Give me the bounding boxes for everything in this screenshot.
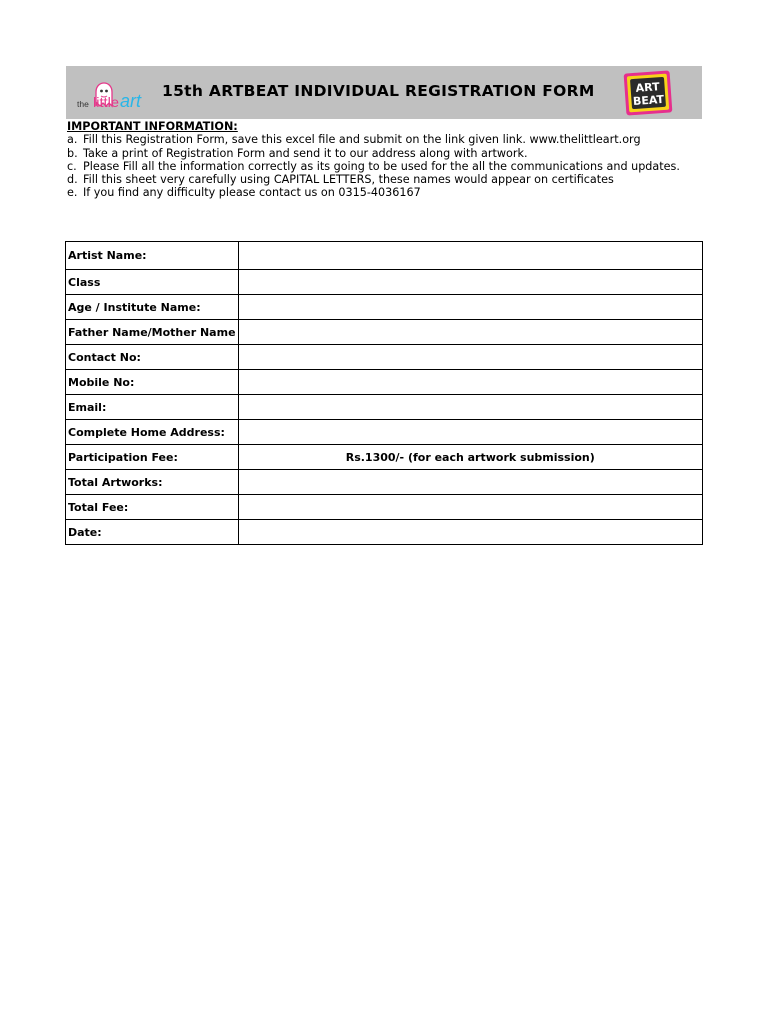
parent-name-label: Father Name/Mother Name [66,320,239,345]
info-item-letter: d. [67,173,78,187]
the-little-art-logo [76,70,156,114]
age-institute-field[interactable] [238,295,702,320]
mobile-no-field[interactable] [238,370,702,395]
info-item-letter: b. [67,146,78,160]
info-item-text: If you find any difficulty please contact us on 0315-4036167 [83,186,421,200]
logo-word-little: little [93,94,120,110]
info-item [67,186,703,199]
info-item [67,160,703,173]
total-fee-field[interactable] [238,495,702,520]
email-label: Email: [66,395,239,420]
artist-name-field[interactable] [238,242,702,270]
parent-name-field[interactable] [238,320,702,345]
form-row-class [66,270,703,295]
form-row-age-institute [66,295,703,320]
form-row-participation-fee [66,445,703,470]
form-row-home-address [66,420,703,445]
form-row-date [66,520,703,545]
info-item-letter: a. [67,133,78,147]
artbeat-logo-word-beat: BEAT [632,92,665,109]
info-item-text: Fill this sheet very carefully using CAPITAL LETTERS, these names would appear on certificates [83,173,614,187]
info-item [67,147,703,160]
form-title: 15th ARTBEAT INDIVIDUAL REGISTRATION FORM [162,82,595,100]
class-field[interactable] [238,270,702,295]
important-information [67,120,703,200]
info-item-letter: e. [67,186,78,200]
participation-fee-label: Participation Fee: [66,445,239,470]
logo-word-the: the [77,99,89,109]
date-field[interactable] [238,520,702,545]
form-header [66,66,702,119]
form-row-email [66,395,703,420]
form-row-mobile-no [66,370,703,395]
class-label: Class [66,270,239,295]
artist-name-label: Artist Name: [66,242,239,270]
info-item-text: Take a print of Registration Form and send it to our address along with artwork. [83,146,528,160]
total-fee-label: Total Fee: [66,495,239,520]
form-row-total-artworks [66,470,703,495]
info-item-text: Fill this Registration Form, save this excel file and submit on the link given link. www.thelittleart.org [83,133,641,147]
form-row-total-fee [66,495,703,520]
info-item-letter: c. [67,159,77,173]
home-address-field[interactable] [238,420,702,445]
info-item [67,133,703,146]
logo-word-art: art [120,91,142,111]
age-institute-label: Age / Institute Name: [66,295,239,320]
info-item-text: Please Fill all the information correctly as its going to be used for the all the communications and updates. [83,159,680,173]
total-artworks-label: Total Artworks: [66,470,239,495]
participation-fee-value: Rs.1300/- (for each artwork submission) [238,445,702,470]
artbeat-logo-word-art: ART [635,80,661,95]
registration-table [65,241,703,545]
form-row-contact-no [66,345,703,370]
home-address-label: Complete Home Address: [66,420,239,445]
form-row-artist-name [66,242,703,270]
artbeat-logo [622,69,674,117]
info-heading: IMPORTANT INFORMATION: [67,120,238,133]
contact-no-field[interactable] [238,345,702,370]
date-label: Date: [66,520,239,545]
info-item [67,173,703,186]
email-field[interactable] [238,395,702,420]
contact-no-label: Contact No: [66,345,239,370]
form-row-parent-name [66,320,703,345]
total-artworks-field[interactable] [238,470,702,495]
mobile-no-label: Mobile No: [66,370,239,395]
